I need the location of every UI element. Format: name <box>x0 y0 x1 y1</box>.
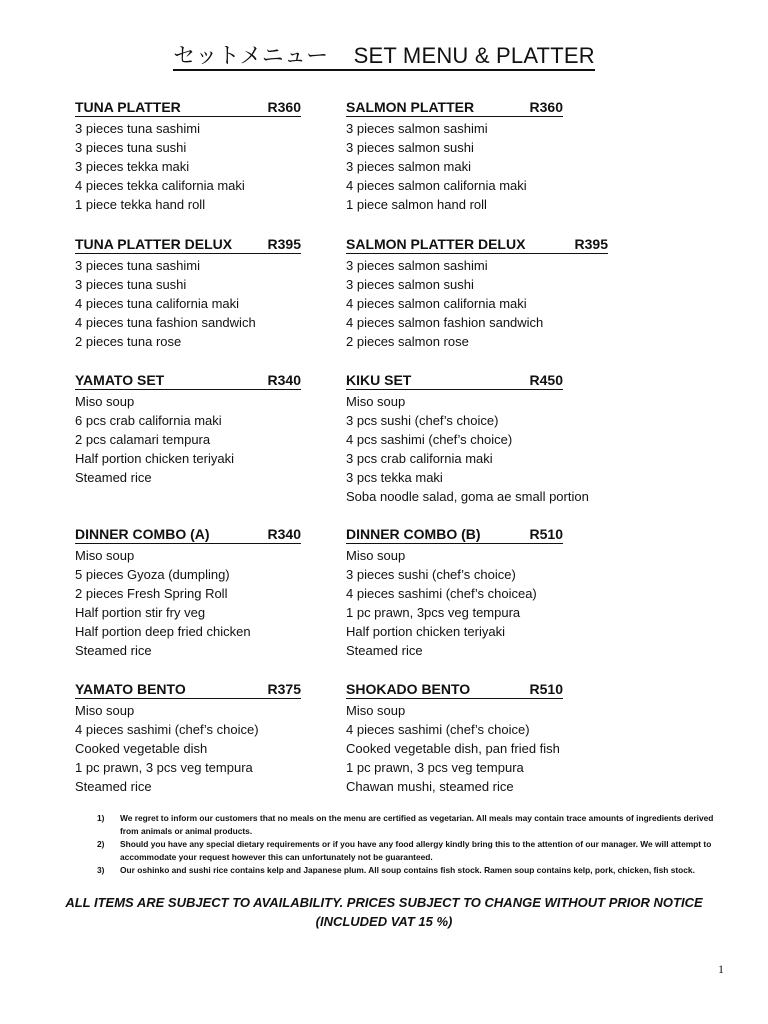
block-name: TUNA PLATTER DELUX <box>75 236 233 252</box>
block-header <box>346 235 608 254</box>
menu-block-salmon-platter <box>346 98 563 214</box>
list-item: Half portion chicken teriyaki <box>346 624 505 639</box>
list-item: Miso soup <box>75 703 135 718</box>
list-item: Miso soup <box>346 548 406 563</box>
list-item: 5 pieces Gyoza (dumpling) <box>75 567 230 582</box>
list-item: 3 pieces salmon sushi <box>346 277 474 292</box>
block-price: R510 <box>529 526 563 542</box>
block-price: R450 <box>529 372 563 388</box>
list-item: Half portion deep fried chicken <box>75 624 251 639</box>
block-price: R510 <box>529 681 563 697</box>
note-item <box>97 838 727 864</box>
list-item: Cooked vegetable dish <box>75 741 208 756</box>
list-item: 4 pcs sashimi (chef’s choice) <box>346 432 513 447</box>
note-text: Should you have any special dietary requirements or if you have any food allergy kindly bring this to the attention of our manager. We will attempt to accommodate your request however this can unfortunately not be guaranteed. <box>120 839 712 862</box>
list-item: Half portion stir fry veg <box>75 605 206 620</box>
list-item: 2 pcs calamari tempura <box>75 432 211 447</box>
list-item: 3 pcs crab california maki <box>346 451 493 466</box>
availability-notice <box>0 893 768 931</box>
menu-block-yamato-bento <box>75 680 301 796</box>
block-name: DINNER COMBO (B) <box>346 526 481 542</box>
list-item: Steamed rice <box>75 470 152 485</box>
list-item: Steamed rice <box>75 779 152 794</box>
block-name: YAMATO BENTO <box>75 681 186 697</box>
list-item: 4 pieces tuna california maki <box>75 296 240 311</box>
block-price: R360 <box>267 99 301 115</box>
list-item: 3 pieces sushi (chef’s choice) <box>346 567 516 582</box>
note-item <box>97 812 727 838</box>
item-list <box>75 256 301 351</box>
block-name: SALMON PLATTER DELUX <box>346 236 526 252</box>
menu-block-yamato-set <box>75 371 301 487</box>
block-price: R360 <box>529 99 563 115</box>
list-item: 4 pieces salmon california maki <box>346 178 527 193</box>
list-item: 1 pc prawn, 3 pcs veg tempura <box>75 760 253 775</box>
list-item: Half portion chicken teriyaki <box>75 451 234 466</box>
list-item: Miso soup <box>346 394 406 409</box>
list-item: 4 pieces sashimi (chef’s choicea) <box>346 586 537 601</box>
list-item: 4 pieces tekka california maki <box>75 178 245 193</box>
note-text: We regret to inform our customers that no meals on the menu are certified as vegetarian. All meals may contain trace amounts of ingredients derived from animals or animal products. <box>120 813 714 836</box>
item-list <box>346 119 563 214</box>
block-header <box>346 371 563 390</box>
page-title-text: セットメニュー SET MENU & PLATTER <box>173 43 595 71</box>
block-price: R375 <box>267 681 301 697</box>
list-item: 3 pieces salmon maki <box>346 159 471 174</box>
menu-block-shokado-bento <box>346 680 563 796</box>
block-header <box>346 680 563 699</box>
item-list <box>75 701 301 796</box>
note-text: Our oshinko and sushi rice contains kelp and Japanese plum. All soup contains fish stock. Ramen soup contains kelp, pork, chicken, fish stock. <box>120 865 695 875</box>
block-name: KIKU SET <box>346 372 412 388</box>
menu-block-kiku-set <box>346 371 589 506</box>
block-header <box>346 98 563 117</box>
item-list <box>75 546 301 660</box>
page-title <box>0 42 768 70</box>
list-item: 3 pieces salmon sashimi <box>346 121 488 136</box>
availability-line: ALL ITEMS ARE SUBJECT TO AVAILABILITY. PRICES SUBJECT TO CHANGE WITHOUT PRIOR NOTICE <box>65 895 703 910</box>
item-list <box>75 392 301 487</box>
list-item: 1 pc prawn, 3pcs veg tempura <box>346 605 521 620</box>
menu-block-dinner-combo-b <box>346 525 563 660</box>
block-name: DINNER COMBO (A) <box>75 526 210 542</box>
list-item: 2 pieces salmon rose <box>346 334 469 349</box>
list-item: 4 pieces sashimi (chef’s choice) <box>75 722 259 737</box>
list-item: 3 pieces tuna sushi <box>75 277 187 292</box>
list-item: 3 pieces tuna sashimi <box>75 121 201 136</box>
list-item: 4 pieces sashimi (chef’s choice) <box>346 722 530 737</box>
list-item: 3 pieces tuna sashimi <box>75 258 201 273</box>
block-name: SALMON PLATTER <box>346 99 475 115</box>
list-item: 3 pieces salmon sashimi <box>346 258 488 273</box>
list-item: 3 pcs sushi (chef’s choice) <box>346 413 499 428</box>
list-item: 2 pieces Fresh Spring Roll <box>75 586 228 601</box>
block-header <box>75 680 301 699</box>
list-item: Chawan mushi, steamed rice <box>346 779 514 794</box>
list-item: Miso soup <box>346 703 406 718</box>
list-item: Steamed rice <box>75 643 152 658</box>
list-item: 4 pieces salmon california maki <box>346 296 527 311</box>
note-number: 3) <box>97 865 105 875</box>
page-number: 1 <box>718 962 724 976</box>
list-item: Steamed rice <box>346 643 423 658</box>
notes-section <box>97 812 727 877</box>
menu-block-salmon-platter-delux <box>346 235 608 351</box>
item-list <box>75 119 301 214</box>
list-item: 3 pieces tekka maki <box>75 159 190 174</box>
block-header <box>75 235 301 254</box>
block-price: R340 <box>267 372 301 388</box>
list-item: 3 pieces tuna sushi <box>75 140 187 155</box>
note-number: 2) <box>97 839 105 849</box>
list-item: 1 piece tekka hand roll <box>75 197 206 212</box>
block-name: TUNA PLATTER <box>75 99 181 115</box>
list-item: 1 piece salmon hand roll <box>346 197 487 212</box>
list-item: Soba noodle salad, goma ae small portion <box>346 489 589 504</box>
list-item: 2 pieces tuna rose <box>75 334 182 349</box>
block-price: R340 <box>267 526 301 542</box>
list-item: 3 pcs tekka maki <box>346 470 443 485</box>
block-price: R395 <box>267 236 301 252</box>
vat-line: (INCLUDED VAT 15 %) <box>315 914 453 929</box>
list-item: Miso soup <box>75 394 135 409</box>
list-item: Miso soup <box>75 548 135 563</box>
menu-block-tuna-platter-delux <box>75 235 301 351</box>
item-list <box>346 392 589 506</box>
list-item: Cooked vegetable dish, pan fried fish <box>346 741 560 756</box>
list-item: 1 pc prawn, 3 pcs veg tempura <box>346 760 524 775</box>
menu-block-dinner-combo-a <box>75 525 301 660</box>
block-header <box>75 98 301 117</box>
item-list <box>346 546 563 660</box>
note-item <box>97 864 727 877</box>
list-item: 4 pieces tuna fashion sandwich <box>75 315 256 330</box>
block-name: SHOKADO BENTO <box>346 681 471 697</box>
block-name: YAMATO SET <box>75 372 165 388</box>
menu-block-tuna-platter <box>75 98 301 214</box>
block-price: R395 <box>574 236 608 252</box>
note-number: 1) <box>97 813 105 823</box>
list-item: 3 pieces salmon sushi <box>346 140 474 155</box>
item-list <box>346 701 563 796</box>
block-header <box>346 525 563 544</box>
block-header <box>75 525 301 544</box>
block-header <box>75 371 301 390</box>
list-item: 4 pieces salmon fashion sandwich <box>346 315 544 330</box>
item-list <box>346 256 608 351</box>
list-item: 6 pcs crab california maki <box>75 413 222 428</box>
